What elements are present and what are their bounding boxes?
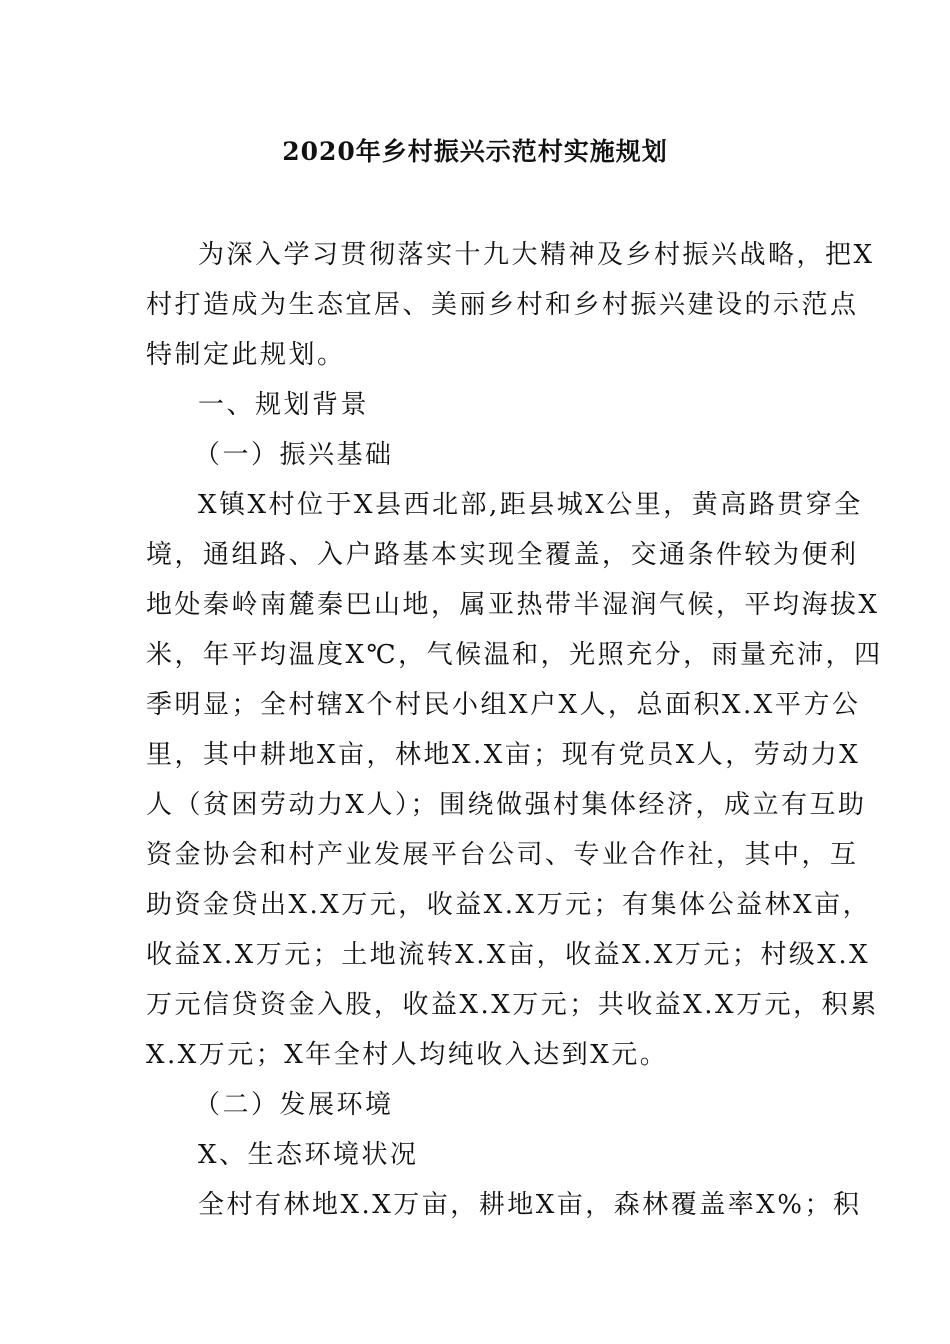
paragraph-line: 为深入学习贯彻落实十九大精神及乡村振兴战略，把X: [198, 240, 875, 270]
paragraph-line: 村打造成为生态宜居、美丽乡村和乡村振兴建设的示范点: [146, 290, 859, 320]
paragraph-line: 收益X.X万元；土地流转X.X亩，收益X.X万元；村级X.X: [146, 940, 871, 970]
document-title: 2020年乡村振兴示范村实施规划: [282, 137, 668, 166]
subsection-heading: （二）发展环境: [194, 1090, 394, 1120]
paragraph-line: 米，年平均温度X℃，气候温和，光照充分，雨量充沛，四: [146, 640, 883, 670]
paragraph-line: 资金协会和村产业发展平台公司、专业合作社，其中，互: [146, 840, 859, 870]
paragraph-line: 助资金贷出X.X万元，收益X.X万元；有集体公益林X亩，: [146, 890, 872, 920]
section-heading: 一、规划背景: [198, 390, 370, 420]
paragraph-line: 人（贫困劳动力X人）；围绕做强村集体经济，成立有互助: [146, 790, 867, 820]
paragraph-line: 季明显；全村辖X个村民小组X户X人，总面积X.X平方公: [146, 690, 861, 720]
paragraph-line: 万元信贷资金入股，收益X.X万元；共收益X.X万元，积累: [146, 990, 879, 1020]
section-heading: X、生态环境状况: [198, 1140, 419, 1170]
paragraph-line: 地处秦岭南麓秦巴山地，属亚热带半湿润气候，平均海拔X: [146, 590, 880, 620]
paragraph-line: X.X万元；X年全村人均纯收入达到X元。: [146, 1040, 669, 1070]
document-body: [146, 230, 883, 1230]
paragraph-line: X镇X村位于X县西北部,距县城X公里，黄高路贯穿全: [198, 490, 863, 520]
paragraph-line: 境，通组路、入户路基本实现全覆盖，交通条件较为便利: [146, 540, 859, 570]
paragraph-line: 全村有林地X.X万亩，耕地X亩，森林覆盖率X%；积: [198, 1190, 862, 1220]
paragraph-line: 里，其中耕地X亩，林地X.X亩；现有党员X人，劳动力X: [146, 740, 861, 770]
subsection-heading: （一）振兴基础: [194, 440, 394, 470]
paragraph-line: 特制定此规划。: [146, 340, 346, 370]
